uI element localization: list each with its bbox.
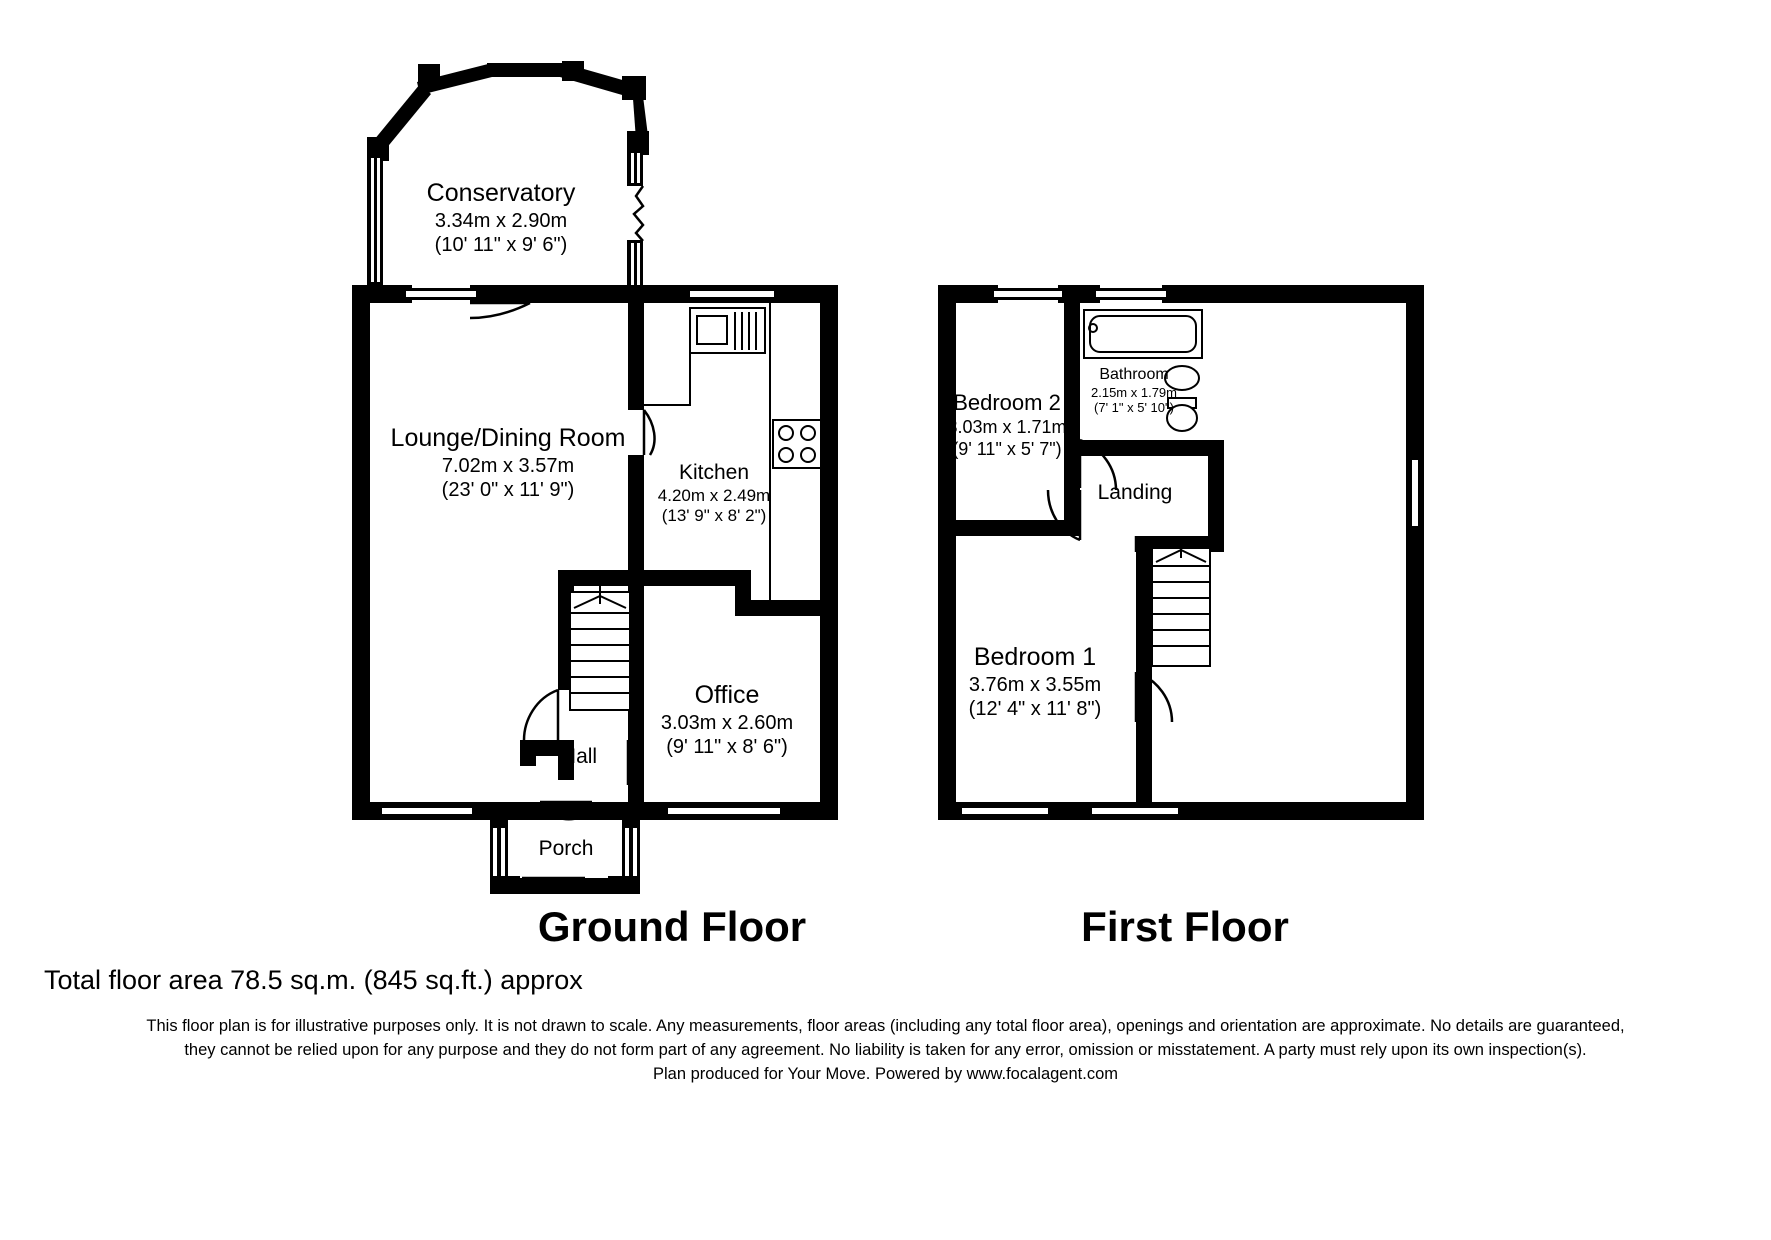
room-dimension-imperial: (23' 0" x 11' 9") [441,478,575,501]
room-dimension-imperial: (9' 11" x 8' 6") [666,735,788,758]
room-name: Porch [538,837,594,860]
room-label-bathroom [1091,365,1177,416]
room-dimension-metric: 2.15m x 1.79m [1091,384,1177,400]
floor-title-ground: Ground Floor [537,903,807,950]
room-name: Bathroom [1099,366,1169,383]
disclaimer-line-3: Plan produced for Your Move. Powered by www.focalagent.com [652,1064,1118,1083]
room-label-porch [539,836,594,862]
room-name: Hall [560,745,598,768]
room-dimension-imperial: (10' 11" x 9' 6") [434,233,568,256]
floor-title-first: First Floor [1081,903,1289,950]
room-dimension-imperial: (13' 9" x 8' 2") [661,506,767,526]
room-name: Bedroom 2 [953,390,1061,415]
disclaimer [0,1015,1771,1087]
room-dimension-metric: 3.03m x 2.60m [660,711,794,734]
kitchen-fittings [644,303,821,600]
room-name: Conservatory [426,179,576,207]
room-label-landing [1098,480,1173,506]
room-dimension-imperial: (7' 1" x 5' 10") [1094,400,1174,416]
room-name: Landing [1097,481,1173,504]
room-dimension-metric: 3.34m x 2.90m [434,209,568,232]
room-dimension-metric: 7.02m x 3.57m [441,454,575,477]
first-floor-stairs [1152,540,1210,666]
disclaimer-line-2: they cannot be relied upon for any purpose and they do not form part of any agreement. No liability is taken for any error, omission or misstatement. A party must rely upon its own inspection(s). [184,1040,1587,1059]
room-dimension-metric: 3.03m x 1.71m [947,416,1067,437]
room-label-kitchen [658,460,770,527]
room-dimension-metric: 4.20m x 2.49m [657,485,771,505]
room-label-bedroom-1 [969,642,1102,721]
room-name: Lounge/Dining Room [390,424,626,452]
room-name: Kitchen [678,461,750,484]
room-name: Office [694,681,760,709]
room-label-conservatory [427,178,576,257]
room-label-bedroom-2 [947,390,1066,461]
room-dimension-imperial: (9' 11" x 5' 7") [952,438,1062,459]
room-dimension-metric: 3.76m x 3.55m [968,673,1102,696]
room-label-office [661,680,793,759]
disclaimer-line-1: This floor plan is for illustrative purposes only. It is not drawn to scale. Any measurements, floor areas (including any total floor area), openings and orientation are approximate. No details are guaranteed, [146,1017,1625,1035]
total-floor-area: Total floor area 78.5 sq.m. (845 sq.ft.) approx [44,965,583,995]
room-label-lounge-dining [391,423,626,502]
room-label-hall [561,744,597,770]
room-name: Bedroom 1 [973,643,1097,671]
ground-floor-stairs [570,586,630,710]
room-dimension-imperial: (12' 4" x 11' 8") [968,697,1102,720]
